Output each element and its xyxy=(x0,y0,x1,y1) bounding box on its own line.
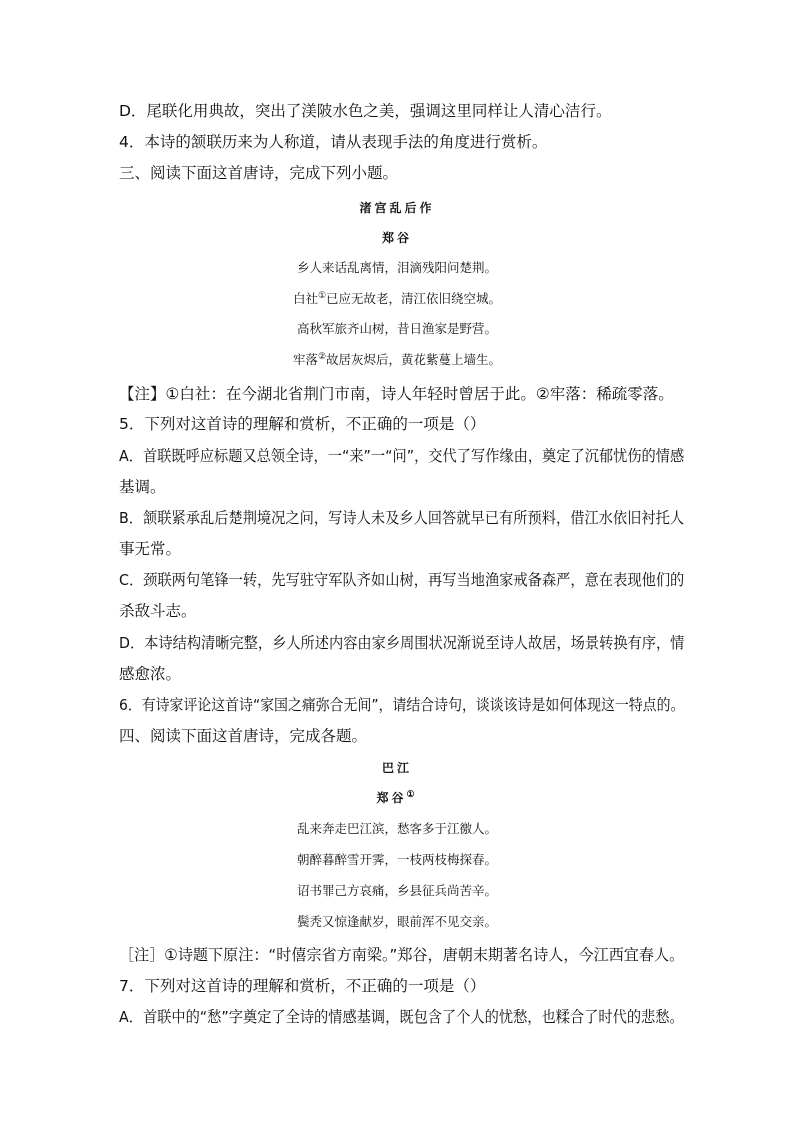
footnote-marker: ② xyxy=(317,351,327,362)
option-c-q5-cont: 杀敌斗志。 xyxy=(119,602,197,620)
option-a-q5: A．首联既呼应标题又总领全诗，一“来”一“问”，交代了写作缘由，奠定了沉郁忧伤的情感 xyxy=(119,447,685,465)
poem1-line-3: 高秋军旅齐山树，昔日渔家是野营。 xyxy=(296,321,497,336)
poem1-line-1: 乡人来话乱离情，泪滴残阳问楚荆。 xyxy=(296,260,497,275)
poem2-line-2: 朝醉暮醉雪开霁，一枝两枝梅探春。 xyxy=(296,852,497,867)
option-d-q5: D．本诗结构清晰完整，乡人所述内容由家乡周围状况渐说至诗人故居，场景转换有序，情 xyxy=(119,634,685,652)
poem1-title: 渚宫乱后作 xyxy=(359,201,435,215)
option-b-q5-cont: 事无常。 xyxy=(119,540,182,558)
option-a-q7: A．首联中的“愁”字奠定了全诗的情感基调，既包含了个人的忧愁，也糅合了时代的悲愁。 xyxy=(119,1008,684,1026)
option-d-q5-cont: 感愈浓。 xyxy=(119,665,182,683)
poem2-line-4: 鬓秃又惊逢献岁，眼前浑不见交亲。 xyxy=(296,914,497,929)
poem2-line-3: 诏书罪己方哀痛，乡县征兵尚苦辛。 xyxy=(296,883,497,898)
poem2-note: ［注］①诗题下原注：“时僖宗省方南梁。”郑谷，唐朝末期著名诗人，今江西宜春人。 xyxy=(119,946,685,964)
question-6: 6．有诗家评论这首诗“家国之痛弥合无间”，请结合诗句，谈谈该诗是如何体现这一特点的。 xyxy=(119,696,685,714)
question-7: 7．下列对这首诗的理解和赏析，不正确的一项是（） xyxy=(119,977,486,995)
option-a-q5-cont: 基调。 xyxy=(119,478,166,496)
option-d-q3: D．尾联化用典故，突出了渼陂水色之美，强调这里同样让人清心洁行。 xyxy=(119,102,612,120)
option-b-q5: B．颔联紧承乱后楚荆境况之问，写诗人未及乡人回答就早已有所预料，借江水依旧衬托人 xyxy=(119,509,685,527)
poem2-title: 巴江 xyxy=(381,761,412,775)
footnote-marker: ① xyxy=(317,290,327,301)
question-5: 5．下列对这首诗的理解和赏析，不正确的一项是（） xyxy=(119,415,486,433)
option-c-q5: C．颈联两句笔锋一转，先写驻守军队齐如山树，再写当地渔家戒备森严，意在表现他们的 xyxy=(119,571,685,589)
poem2-author: 郑谷① xyxy=(376,790,418,805)
poem1-line-4: 牢落②故居灰烬后，黄花紫蔓上墙生。 xyxy=(292,351,502,367)
question-4: 4．本诗的颔联历来为人称道，请从表现手法的角度进行赏析。 xyxy=(119,133,548,151)
section-3-heading: 三、阅读下面这首唐诗，完成下列小题。 xyxy=(119,164,399,182)
poem1-line-2: 白社①已应无故老，清江依旧绕空城。 xyxy=(292,290,502,306)
section-4-heading: 四、阅读下面这首唐诗，完成各题。 xyxy=(119,727,368,745)
poem2-line-1: 乱来奔走巴江滨，愁客多于江徼人。 xyxy=(296,821,497,836)
poem1-note: 【注】①白社：在今湖北省荆门市南，诗人年轻时曾居于此。②牢落：稀疏零落。 xyxy=(119,385,674,403)
poem1-author: 郑谷 xyxy=(381,231,412,245)
footnote-marker: ① xyxy=(406,790,418,800)
